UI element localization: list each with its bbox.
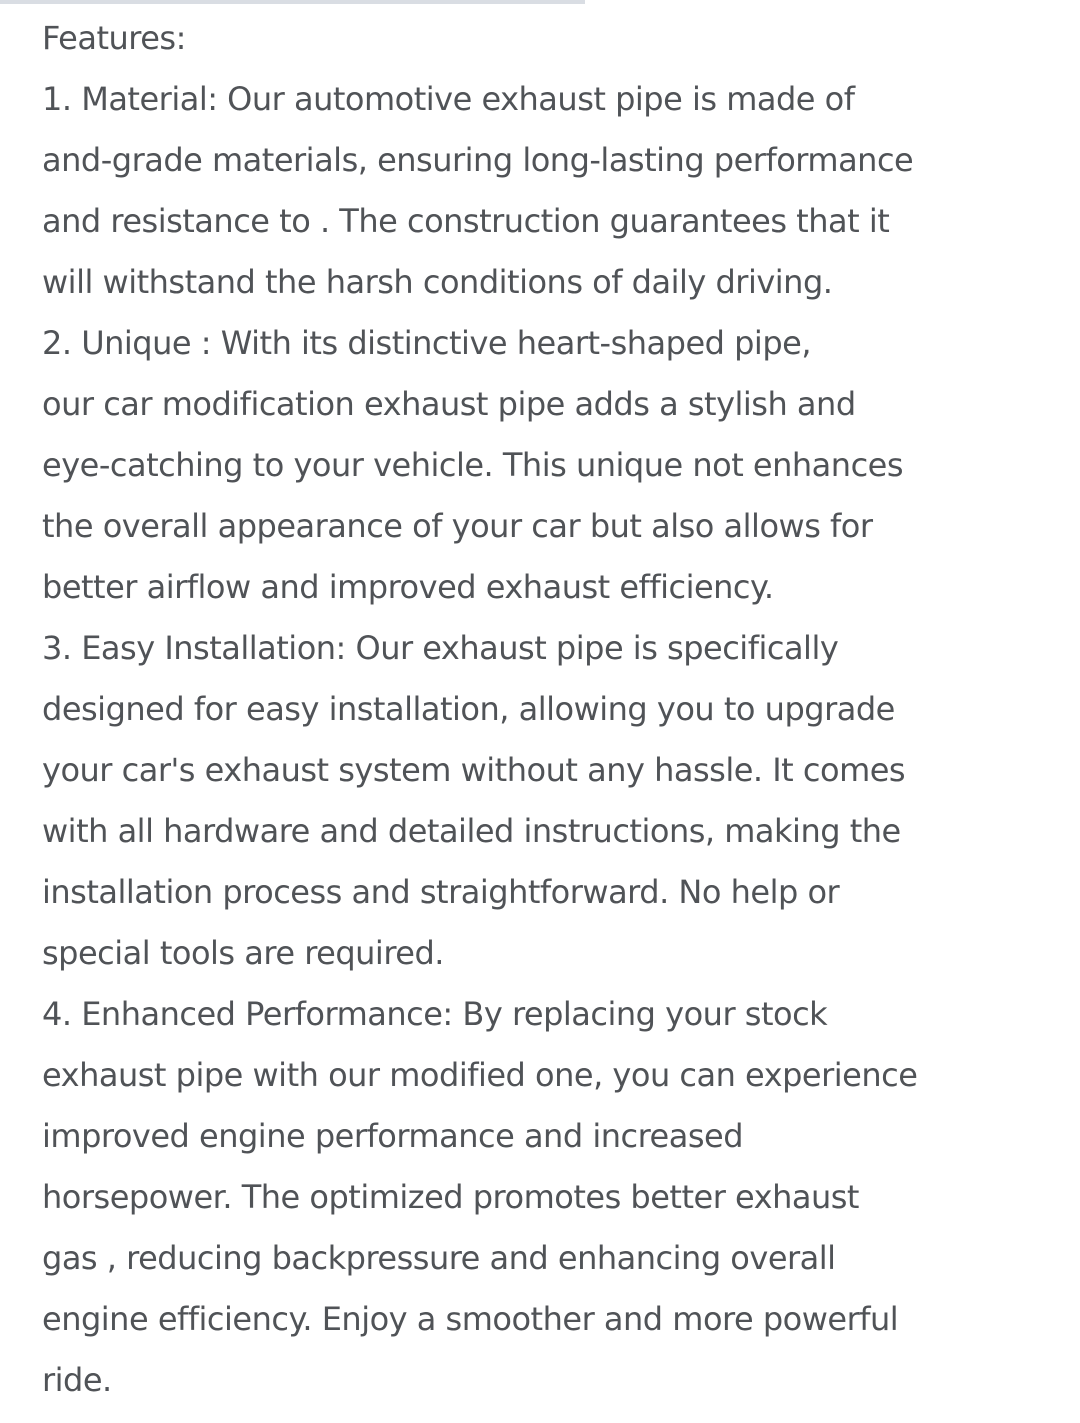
description-line: with all hardware and detailed instructions, making the: [42, 812, 901, 850]
description-line: better airflow and improved exhaust efficiency.: [42, 568, 774, 606]
product-description: [42, 8, 1052, 1411]
description-line: and-grade materials, ensuring long-lasting performance: [42, 141, 914, 179]
description-line: exhaust pipe with our modified one, you can experience: [42, 1056, 918, 1094]
description-line: installation process and straightforward. No help or: [42, 873, 840, 911]
description-line: eye-catching to your vehicle. This unique not enhances: [42, 446, 904, 484]
description-line: designed for easy installation, allowing you to upgrade: [42, 690, 895, 728]
description-line: gas , reducing backpressure and enhancing overall: [42, 1239, 836, 1277]
description-line: our car modification exhaust pipe adds a stylish and: [42, 385, 856, 423]
description-line: will withstand the harsh conditions of daily driving.: [42, 263, 833, 301]
description-line: and resistance to . The construction guarantees that it: [42, 202, 890, 240]
description-line: 1. Material: Our automotive exhaust pipe is made of: [42, 80, 855, 118]
description-line: horsepower. The optimized promotes better exhaust: [42, 1178, 859, 1216]
description-line: ride.: [42, 1361, 112, 1399]
description-line: improved engine performance and increased: [42, 1117, 743, 1155]
description-line: the overall appearance of your car but also allows for: [42, 507, 873, 545]
description-line: 3. Easy Installation: Our exhaust pipe is specifically: [42, 629, 839, 667]
top-divider: [0, 0, 1080, 4]
top-divider-segment: [0, 0, 585, 4]
description-line: 4. Enhanced Performance: By replacing your stock: [42, 995, 828, 1033]
description-line: special tools are required.: [42, 934, 444, 972]
description-line: your car's exhaust system without any hassle. It comes: [42, 751, 906, 789]
description-line: Features:: [42, 19, 186, 57]
description-line: 2. Unique : With its distinctive heart-shaped pipe,: [42, 324, 811, 362]
description-line: engine efficiency. Enjoy a smoother and more powerful: [42, 1300, 899, 1338]
